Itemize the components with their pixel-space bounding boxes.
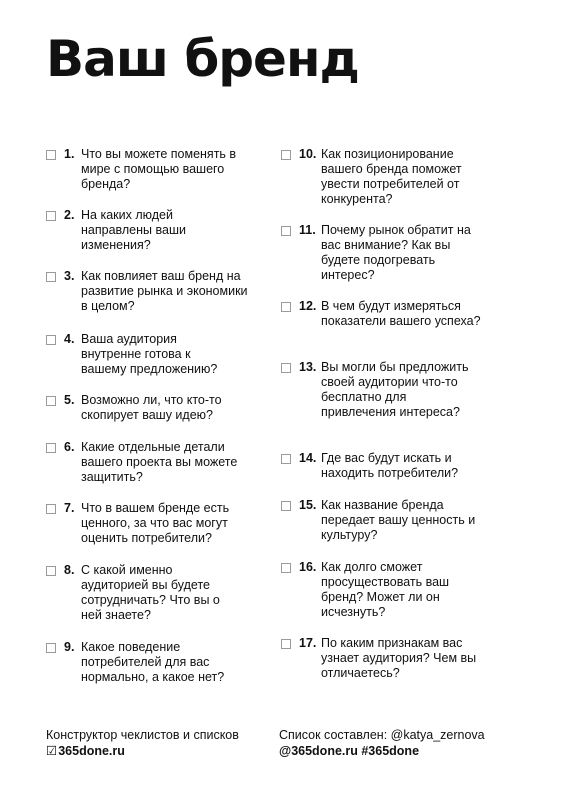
checklist-item: [46, 269, 282, 314]
item-number: 14.: [299, 451, 317, 465]
item-text: На каких людей направлены ваши изменения?: [81, 208, 186, 252]
checkbox[interactable]: [46, 504, 56, 514]
footer-right: [279, 727, 485, 759]
checkbox[interactable]: [46, 272, 56, 282]
item-text: По каким признакам вас узнает аудитория? Чем вы отличаетесь?: [321, 636, 477, 680]
checkbox[interactable]: [46, 211, 56, 221]
item-text: Как название бренда передает вашу ценность и культуру?: [321, 498, 476, 542]
item-number: 9.: [64, 640, 75, 654]
checklist-item: [46, 501, 282, 546]
item-number: 1.: [64, 147, 75, 161]
footer-author: Список составлен: @katya_zernova: [279, 728, 485, 742]
checkbox[interactable]: [46, 443, 56, 453]
checklist-item: [281, 451, 521, 481]
item-number: 10.: [299, 147, 317, 161]
checklist-item: [281, 147, 521, 207]
checklist-item: [281, 636, 521, 681]
item-number: 8.: [64, 563, 75, 577]
item-text: Где вас будут искать и находить потребители?: [321, 451, 459, 480]
item-text: В чем будут измеряться показатели вашего успеха?: [321, 299, 481, 328]
checklist-item: [46, 332, 282, 377]
checkbox[interactable]: [281, 302, 291, 312]
item-text: Как позиционирование вашего бренда поможет увести потребителей от конкурента?: [321, 147, 462, 206]
checkbox[interactable]: [281, 454, 291, 464]
item-number: 6.: [64, 440, 75, 454]
item-text: Ваша аудитория внутренне готова к вашему предложению?: [81, 332, 218, 376]
checkbox[interactable]: [46, 566, 56, 576]
footer-hashtags: @365done.ru #365done: [279, 744, 420, 758]
checkbox[interactable]: [46, 643, 56, 653]
item-text: Возможно ли, что кто-то скопирует вашу идею?: [81, 393, 222, 422]
checkbox-check-icon: ☑: [46, 744, 58, 758]
item-number: 3.: [64, 269, 75, 283]
item-number: 15.: [299, 498, 317, 512]
item-text: Вы могли бы предложить своей аудитории что-то бесплатно для привлечения интереса?: [321, 360, 469, 419]
checkbox[interactable]: [281, 363, 291, 373]
footer-left: [46, 727, 239, 759]
item-number: 11.: [299, 223, 316, 237]
footer-caption: Конструктор чеклистов и списков: [46, 728, 239, 742]
checklist-item: [46, 393, 282, 423]
checklist-item: [46, 440, 282, 485]
checklist-item: [46, 563, 282, 623]
item-number: 7.: [64, 501, 75, 515]
item-text: Что вы можете поменять в мире с помощью вашего бренда?: [81, 147, 237, 191]
checklist-item: [46, 208, 282, 253]
item-text: Как повлияет ваш бренд на развитие рынка и экономики в целом?: [81, 269, 248, 313]
item-number: 12.: [299, 299, 317, 313]
item-number: 5.: [64, 393, 75, 407]
checkbox[interactable]: [281, 226, 291, 236]
item-text: Какое поведение потребителей для вас нормально, а какое нет?: [81, 640, 225, 684]
checkbox[interactable]: [281, 501, 291, 511]
checklist-item: [281, 360, 521, 420]
item-text: Почему рынок обратит на вас внимание? Как вы будете подогревать интерес?: [321, 223, 471, 282]
item-number: 17.: [299, 636, 317, 650]
footer-logo-text: 365done.ru: [58, 744, 125, 758]
checklist-item: [46, 147, 282, 192]
item-number: 13.: [299, 360, 317, 374]
checklist-item: [281, 299, 521, 329]
checkbox[interactable]: [281, 639, 291, 649]
checklist-item: [281, 560, 521, 620]
checklist-item: [46, 640, 282, 685]
checkbox[interactable]: [46, 150, 56, 160]
item-text: С какой именно аудиторией вы будете сотрудничать? Что вы о ней знаете?: [81, 563, 220, 622]
checklist-item: [281, 498, 521, 543]
checkbox[interactable]: [46, 396, 56, 406]
checkbox[interactable]: [46, 335, 56, 345]
item-text: Как долго сможет просуществовать ваш бренд? Может ли он исчезнуть?: [321, 560, 450, 619]
footer-logo[interactable]: [46, 743, 239, 759]
item-number: 2.: [64, 208, 75, 222]
checklist-item: [281, 223, 521, 283]
page-title: Ваш бренд: [46, 30, 359, 88]
item-number: 4.: [64, 332, 75, 346]
item-number: 16.: [299, 560, 317, 574]
item-text: Что в вашем бренде есть ценного, за что вас могут оценить потребители?: [81, 501, 230, 545]
item-text: Какие отдельные детали вашего проекта вы можете защитить?: [81, 440, 238, 484]
checkbox[interactable]: [281, 150, 291, 160]
checkbox[interactable]: [281, 563, 291, 573]
